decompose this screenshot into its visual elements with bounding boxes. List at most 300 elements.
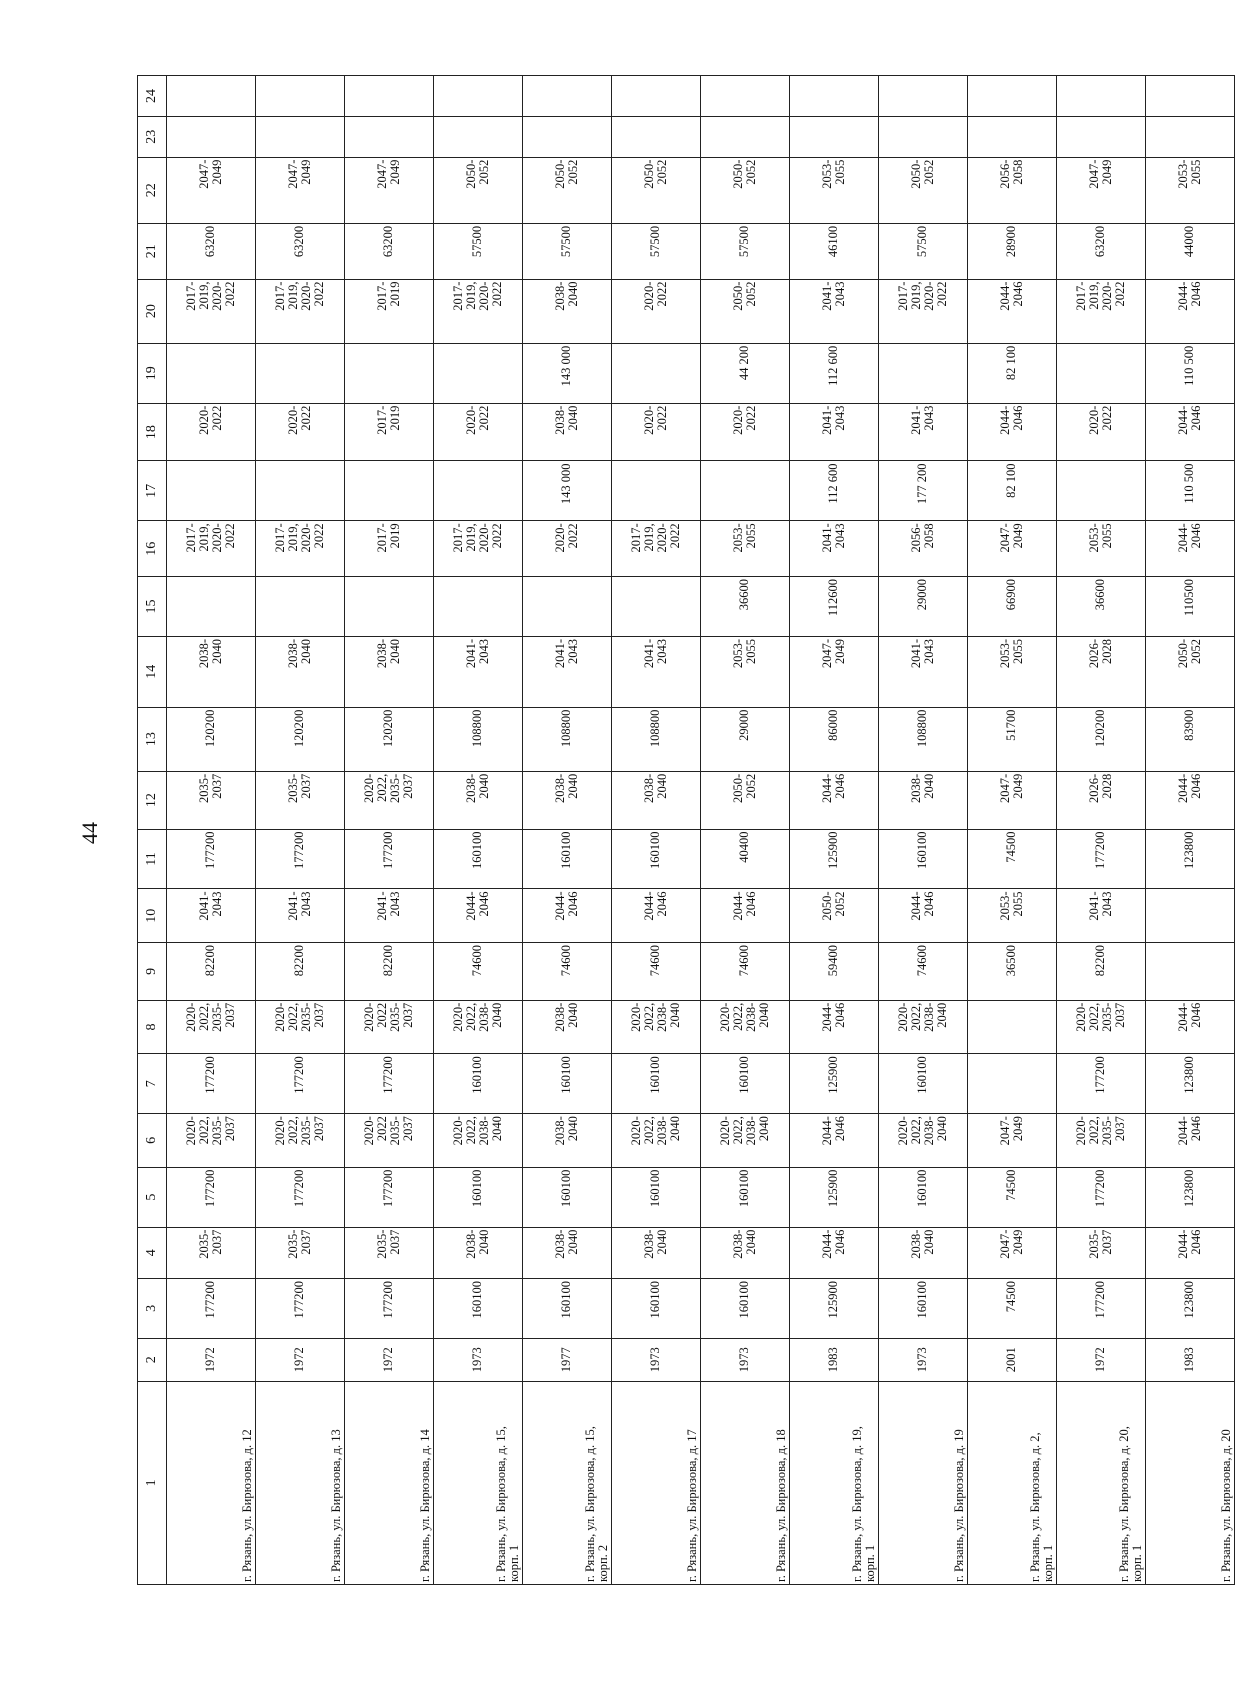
table-cell: 2041- 2043 <box>345 889 434 943</box>
table-cell: 108800 <box>612 707 701 771</box>
table-cell: 1973 <box>612 1338 701 1381</box>
table-cell: 2047- 2049 <box>1057 157 1146 223</box>
table-cell: 120200 <box>345 707 434 771</box>
table-cell <box>879 116 968 157</box>
column-header: 7 <box>138 1054 167 1114</box>
table-cell <box>256 461 345 521</box>
address-cell: г. Рязань, ул. Бирюзова, д. 20, корп. 1 <box>1057 1381 1146 1584</box>
table-cell <box>434 116 523 157</box>
column-header: 15 <box>138 577 167 637</box>
table-cell: 160100 <box>879 1278 968 1338</box>
table-cell: 2044- 2046 <box>1146 1227 1235 1278</box>
column-header: 14 <box>138 636 167 707</box>
address-cell: г. Рязань, ул. Бирюзова, д. 12 <box>167 1381 256 1584</box>
column-header: 20 <box>138 279 167 343</box>
table-cell: 160100 <box>612 829 701 889</box>
table-cell: 74600 <box>523 942 612 1000</box>
table-cell: 2044- 2046 <box>523 889 612 943</box>
table-cell: 2017- 2019 <box>345 521 434 577</box>
table-cell: 2050- 2052 <box>701 157 790 223</box>
table-cell <box>1146 116 1235 157</box>
table-cell: 2038- 2040 <box>701 1227 790 1278</box>
table-cell: 108800 <box>879 707 968 771</box>
table-cell: 2044- 2046 <box>790 1000 879 1054</box>
table-cell: 2035- 2037 <box>167 1227 256 1278</box>
table-cell: 143 000 <box>523 343 612 403</box>
table-cell: 82200 <box>1057 942 1146 1000</box>
table-cell: 2035- 2037 <box>256 771 345 829</box>
table-cell: 63200 <box>256 223 345 279</box>
table-cell: 2017- 2019, 2020- 2022 <box>167 279 256 343</box>
table-cell: 177200 <box>256 829 345 889</box>
table-cell: 1973 <box>434 1338 523 1381</box>
table-cell: 2020- 2022, 2038- 2040 <box>701 1000 790 1054</box>
table-cell: 177200 <box>167 1278 256 1338</box>
table-cell: 2017- 2019, 2020- 2022 <box>256 521 345 577</box>
table-cell: 2020- 2022, 2035- 2037 <box>167 1114 256 1168</box>
table-cell: 2044- 2046 <box>790 771 879 829</box>
table-cell: 112600 <box>790 577 879 637</box>
table-cell: 112 600 <box>790 461 879 521</box>
table-cell: 2038- 2040 <box>523 279 612 343</box>
table-cell: 160100 <box>434 1054 523 1114</box>
table-cell: 2020- 2022 2035- 2037 <box>345 1000 434 1054</box>
table-cell: 29000 <box>879 577 968 637</box>
table-cell: 2050- 2052 <box>879 157 968 223</box>
table-cell: 2020- 2022, 2035- 2037 <box>345 771 434 829</box>
table-cell <box>612 461 701 521</box>
column-header: 24 <box>138 76 167 117</box>
table-cell: 2035- 2037 <box>167 771 256 829</box>
table-cell: 120200 <box>256 707 345 771</box>
table-cell <box>256 76 345 117</box>
table-cell: 160100 <box>523 829 612 889</box>
address-cell: г. Рязань, ул. Бирюзова, д. 2, корп. 1 <box>968 1381 1057 1584</box>
table-cell: 44000 <box>1146 223 1235 279</box>
column-header: 23 <box>138 116 167 157</box>
table-row <box>612 76 701 1585</box>
table-cell: 2020- 2022, 2038- 2040 <box>612 1114 701 1168</box>
table-cell: 177200 <box>167 829 256 889</box>
table-cell: 57500 <box>701 223 790 279</box>
column-header: 12 <box>138 771 167 829</box>
table-cell: 2041- 2043 <box>612 636 701 707</box>
table-cell: 2050- 2052 <box>1146 636 1235 707</box>
table-cell: 63200 <box>345 223 434 279</box>
table-cell: 177200 <box>1057 829 1146 889</box>
column-header: 5 <box>138 1167 167 1227</box>
table-cell: 82200 <box>345 942 434 1000</box>
table-cell: 63200 <box>167 223 256 279</box>
table-cell: 2053- 2055 <box>1146 157 1235 223</box>
table-cell <box>345 577 434 637</box>
column-header: 16 <box>138 521 167 577</box>
column-header: 22 <box>138 157 167 223</box>
table-cell: 110500 <box>1146 577 1235 637</box>
table-cell: 2044- 2046 <box>790 1227 879 1278</box>
column-header: 10 <box>138 889 167 943</box>
table-row <box>256 76 345 1585</box>
table-cell: 2017- 2019, 2020- 2022 <box>167 521 256 577</box>
table-cell: 2044- 2046 <box>968 279 1057 343</box>
address-cell: г. Рязань, ул. Бирюзова, д. 18 <box>701 1381 790 1584</box>
table-cell <box>790 76 879 117</box>
table-cell: 2053- 2055 <box>701 521 790 577</box>
table-cell: 44 200 <box>701 343 790 403</box>
table-cell: 2050- 2052 <box>612 157 701 223</box>
table-cell: 2044- 2046 <box>1146 403 1235 461</box>
table-cell: 120200 <box>167 707 256 771</box>
table-cell <box>256 577 345 637</box>
table-cell: 2038- 2040 <box>612 771 701 829</box>
table-cell: 2020- 2022 <box>701 403 790 461</box>
table-cell: 2044- 2046 <box>1146 521 1235 577</box>
table-cell: 2041- 2043 <box>523 636 612 707</box>
table-cell: 2047- 2049 <box>968 1114 1057 1168</box>
table-row <box>523 76 612 1585</box>
column-header: 3 <box>138 1278 167 1338</box>
table-cell: 2038- 2040 <box>523 1227 612 1278</box>
table-cell: 2041- 2043 <box>790 403 879 461</box>
table-cell: 2047- 2049 <box>167 157 256 223</box>
table-cell <box>434 76 523 117</box>
table-cell <box>612 343 701 403</box>
table-cell: 2038- 2040 <box>434 771 523 829</box>
table-cell: 2038- 2040 <box>612 1227 701 1278</box>
table-cell: 2050- 2052 <box>701 771 790 829</box>
table-row <box>167 76 256 1585</box>
table-cell: 82200 <box>256 942 345 1000</box>
table-cell: 177200 <box>1057 1054 1146 1114</box>
table-cell: 2041- 2043 <box>790 521 879 577</box>
table-cell: 2041- 2043 <box>256 889 345 943</box>
table-cell: 1972 <box>345 1338 434 1381</box>
table-cell: 160100 <box>523 1054 612 1114</box>
table-cell <box>1146 76 1235 117</box>
table-cell <box>879 76 968 117</box>
table-cell: 160100 <box>879 829 968 889</box>
table-cell: 143 000 <box>523 461 612 521</box>
table-cell: 2017- 2019, 2020- 2022 <box>434 279 523 343</box>
table-cell: 110 500 <box>1146 343 1235 403</box>
table-cell <box>701 461 790 521</box>
table-cell <box>167 343 256 403</box>
table-cell: 2053- 2055 <box>1057 521 1146 577</box>
table-cell: 160100 <box>612 1278 701 1338</box>
column-header: 13 <box>138 707 167 771</box>
table-cell: 86000 <box>790 707 879 771</box>
table-cell: 2020- 2022 <box>434 403 523 461</box>
table-cell: 177200 <box>256 1167 345 1227</box>
table-cell <box>612 116 701 157</box>
table-cell: 2020- 2022 <box>523 521 612 577</box>
table-cell <box>968 1054 1057 1114</box>
table-cell: 160100 <box>701 1167 790 1227</box>
table-cell <box>968 1000 1057 1054</box>
table-cell: 123800 <box>1146 1054 1235 1114</box>
table-cell: 74600 <box>434 942 523 1000</box>
table-cell: 177200 <box>345 829 434 889</box>
table-cell <box>1057 461 1146 521</box>
table-cell: 36600 <box>701 577 790 637</box>
table-cell: 2047- 2049 <box>345 157 434 223</box>
table-cell: 2044- 2046 <box>434 889 523 943</box>
table-cell: 74600 <box>612 942 701 1000</box>
table-cell: 2050- 2052 <box>434 157 523 223</box>
table-cell: 160100 <box>701 1278 790 1338</box>
table-cell: 160100 <box>523 1167 612 1227</box>
table-cell: 108800 <box>523 707 612 771</box>
table-cell: 2020- 2022 <box>256 403 345 461</box>
table-cell: 177200 <box>345 1278 434 1338</box>
table-row <box>701 76 790 1585</box>
table-cell <box>879 343 968 403</box>
table-cell <box>345 76 434 117</box>
address-cell: г. Рязань, ул. Бирюзова, д. 17 <box>612 1381 701 1584</box>
table-cell: 2053- 2055 <box>790 157 879 223</box>
table-cell: 1972 <box>1057 1338 1146 1381</box>
table-cell <box>256 116 345 157</box>
table-cell: 2038- 2040 <box>167 636 256 707</box>
table-cell: 123800 <box>1146 1167 1235 1227</box>
table-cell: 36500 <box>968 942 1057 1000</box>
table-cell: 177 200 <box>879 461 968 521</box>
table-cell <box>434 577 523 637</box>
table-cell: 2038- 2040 <box>523 1000 612 1054</box>
table-cell <box>167 577 256 637</box>
table-cell <box>167 116 256 157</box>
column-header: 11 <box>138 829 167 889</box>
table-cell: 2017- 2019 <box>345 403 434 461</box>
table-cell: 123800 <box>1146 829 1235 889</box>
table-cell: 2020- 2022 <box>612 403 701 461</box>
table-cell: 2026- 2028 <box>1057 771 1146 829</box>
table-cell: 57500 <box>523 223 612 279</box>
table-cell: 83900 <box>1146 707 1235 771</box>
table-cell: 2026- 2028 <box>1057 636 1146 707</box>
table-cell: 2038- 2040 <box>523 1114 612 1168</box>
table-cell: 2050- 2052 <box>790 889 879 943</box>
table-cell: 29000 <box>701 707 790 771</box>
table-cell <box>434 461 523 521</box>
table-cell <box>968 76 1057 117</box>
rotated-table-wrapper <box>137 75 1235 1585</box>
table-cell: 36600 <box>1057 577 1146 637</box>
table-cell: 2041- 2043 <box>790 279 879 343</box>
table-cell: 2038- 2040 <box>345 636 434 707</box>
table-row <box>879 76 968 1585</box>
table-cell: 2044- 2046 <box>790 1114 879 1168</box>
table-row <box>1146 76 1235 1585</box>
table-cell: 177200 <box>167 1054 256 1114</box>
table-cell <box>1057 76 1146 117</box>
table-cell: 2038- 2040 <box>879 1227 968 1278</box>
table-row <box>345 76 434 1585</box>
header-row <box>138 76 167 1585</box>
table-cell: 2038- 2040 <box>523 771 612 829</box>
table-cell: 2044- 2046 <box>701 889 790 943</box>
table-cell: 108800 <box>434 707 523 771</box>
column-header: 21 <box>138 223 167 279</box>
table-cell: 2017- 2019, 2020- 2022 <box>256 279 345 343</box>
table-cell: 1983 <box>790 1338 879 1381</box>
table-cell <box>345 343 434 403</box>
column-header: 1 <box>138 1381 167 1584</box>
column-header: 18 <box>138 403 167 461</box>
table-cell: 2044- 2046 <box>879 889 968 943</box>
table-cell: 2053- 2055 <box>968 636 1057 707</box>
table-cell: 2053- 2055 <box>701 636 790 707</box>
column-header: 9 <box>138 942 167 1000</box>
table-cell: 2020- 2022, 2035- 2037 <box>256 1114 345 1168</box>
table-cell <box>968 116 1057 157</box>
table-cell: 2044- 2046 <box>612 889 701 943</box>
address-cell: г. Рязань, ул. Бирюзова, д. 19 <box>879 1381 968 1584</box>
table-cell: 2053- 2055 <box>968 889 1057 943</box>
table-cell: 125900 <box>790 829 879 889</box>
table-body <box>167 76 1235 1585</box>
table-cell: 110 500 <box>1146 461 1235 521</box>
table-cell <box>523 577 612 637</box>
table-cell: 160100 <box>612 1054 701 1114</box>
table-cell: 125900 <box>790 1167 879 1227</box>
table-cell: 160100 <box>434 829 523 889</box>
table-cell: 2020- 2022, 2038- 2040 <box>879 1114 968 1168</box>
table-cell: 2038- 2040 <box>523 403 612 461</box>
table-cell: 177200 <box>1057 1167 1146 1227</box>
column-header: 6 <box>138 1114 167 1168</box>
table-cell: 74500 <box>968 1167 1057 1227</box>
table-cell: 2044- 2046 <box>1146 1000 1235 1054</box>
table-cell: 2044- 2046 <box>968 403 1057 461</box>
table-cell: 2001 <box>968 1338 1057 1381</box>
table-cell: 2047- 2049 <box>968 771 1057 829</box>
table-cell: 82200 <box>167 942 256 1000</box>
table-row <box>1057 76 1146 1585</box>
table-cell <box>167 461 256 521</box>
table-cell: 160100 <box>879 1054 968 1114</box>
column-header: 4 <box>138 1227 167 1278</box>
table-cell: 1977 <box>523 1338 612 1381</box>
table-cell: 28900 <box>968 223 1057 279</box>
table-cell: 2020- 2022, 2038- 2040 <box>434 1000 523 1054</box>
table-cell: 2035- 2037 <box>345 1227 434 1278</box>
table-cell: 2047- 2049 <box>968 521 1057 577</box>
table-cell: 177200 <box>1057 1278 1146 1338</box>
table-cell: 160100 <box>523 1278 612 1338</box>
table-cell <box>167 76 256 117</box>
table-cell: 2038- 2040 <box>434 1227 523 1278</box>
column-header: 17 <box>138 461 167 521</box>
address-cell: г. Рязань, ул. Бирюзова, д. 15, корп. 2 <box>523 1381 612 1584</box>
table-cell: 2041- 2043 <box>434 636 523 707</box>
table-cell: 2035- 2037 <box>256 1227 345 1278</box>
table-cell: 2020- 2022, 2035- 2037 <box>1057 1000 1146 1054</box>
table-cell: 2044- 2046 <box>1146 1114 1235 1168</box>
table-cell: 2035- 2037 <box>1057 1227 1146 1278</box>
table-cell: 177200 <box>256 1278 345 1338</box>
table-cell: 160100 <box>612 1167 701 1227</box>
table-cell: 2038- 2040 <box>879 771 968 829</box>
table-cell <box>1057 116 1146 157</box>
table-cell: 63200 <box>1057 223 1146 279</box>
table-cell <box>1146 889 1235 943</box>
table-cell: 177200 <box>345 1054 434 1114</box>
table-cell: 40400 <box>701 829 790 889</box>
table-row <box>434 76 523 1585</box>
column-header: 8 <box>138 1000 167 1054</box>
table-cell: 160100 <box>434 1167 523 1227</box>
table-cell: 2047- 2049 <box>968 1227 1057 1278</box>
table-cell: 66900 <box>968 577 1057 637</box>
table-cell: 74600 <box>879 942 968 1000</box>
table-cell: 2017- 2019, 2020- 2022 <box>1057 279 1146 343</box>
table-cell: 74500 <box>968 829 1057 889</box>
table-cell: 177200 <box>345 1167 434 1227</box>
table-cell: 2020- 2022, 2038- 2040 <box>701 1114 790 1168</box>
table-cell: 82 100 <box>968 461 1057 521</box>
table-cell: 177200 <box>256 1054 345 1114</box>
address-cell: г. Рязань, ул. Бирюзова, д. 14 <box>345 1381 434 1584</box>
table-cell: 2017- 2019 <box>345 279 434 343</box>
table-cell: 57500 <box>612 223 701 279</box>
table-cell: 2020- 2022, 2035- 2037 <box>256 1000 345 1054</box>
table-cell: 1973 <box>701 1338 790 1381</box>
table-cell: 59400 <box>790 942 879 1000</box>
table-cell: 120200 <box>1057 707 1146 771</box>
table-cell: 2020- 2022, 2035- 2037 <box>167 1000 256 1054</box>
table-cell: 123800 <box>1146 1278 1235 1338</box>
table-cell: 1983 <box>1146 1338 1235 1381</box>
table-cell: 2020- 2022, 2038- 2040 <box>612 1000 701 1054</box>
table-cell: 2017- 2019, 2020- 2022 <box>879 279 968 343</box>
table-cell: 2020- 2022 2035- 2037 <box>345 1114 434 1168</box>
table-cell: 2050- 2052 <box>701 279 790 343</box>
table-cell: 2038- 2040 <box>256 636 345 707</box>
table-cell: 1972 <box>256 1338 345 1381</box>
table-cell: 2056- 2058 <box>968 157 1057 223</box>
table-cell: 2044- 2046 <box>1146 771 1235 829</box>
table-cell <box>523 116 612 157</box>
table-cell <box>1146 942 1235 1000</box>
table-cell: 2020- 2022 <box>1057 403 1146 461</box>
address-cell: г. Рязань, ул. Бирюзова, д. 20 <box>1146 1381 1235 1584</box>
table-cell: 2020- 2022, 2035- 2037 <box>1057 1114 1146 1168</box>
table-cell <box>701 76 790 117</box>
table-cell: 2041- 2043 <box>879 636 968 707</box>
page-number: 44 <box>77 822 102 844</box>
table-row <box>790 76 879 1585</box>
table-cell: 125900 <box>790 1054 879 1114</box>
table-cell: 1973 <box>879 1338 968 1381</box>
table-cell <box>345 116 434 157</box>
table-cell: 57500 <box>434 223 523 279</box>
table-cell: 2017- 2019, 2020- 2022 <box>434 521 523 577</box>
table-cell: 2050- 2052 <box>523 157 612 223</box>
table-cell: 2020- 2022 <box>612 279 701 343</box>
schedule-table <box>137 75 1235 1585</box>
table-cell: 2047- 2049 <box>790 636 879 707</box>
table-cell: 2056- 2058 <box>879 521 968 577</box>
table-cell: 82 100 <box>968 343 1057 403</box>
table-cell: 125900 <box>790 1278 879 1338</box>
table-cell: 74500 <box>968 1278 1057 1338</box>
table-cell: 74600 <box>701 942 790 1000</box>
table-cell <box>612 76 701 117</box>
table-cell: 112 600 <box>790 343 879 403</box>
table-row <box>968 76 1057 1585</box>
table-cell: 1972 <box>167 1338 256 1381</box>
